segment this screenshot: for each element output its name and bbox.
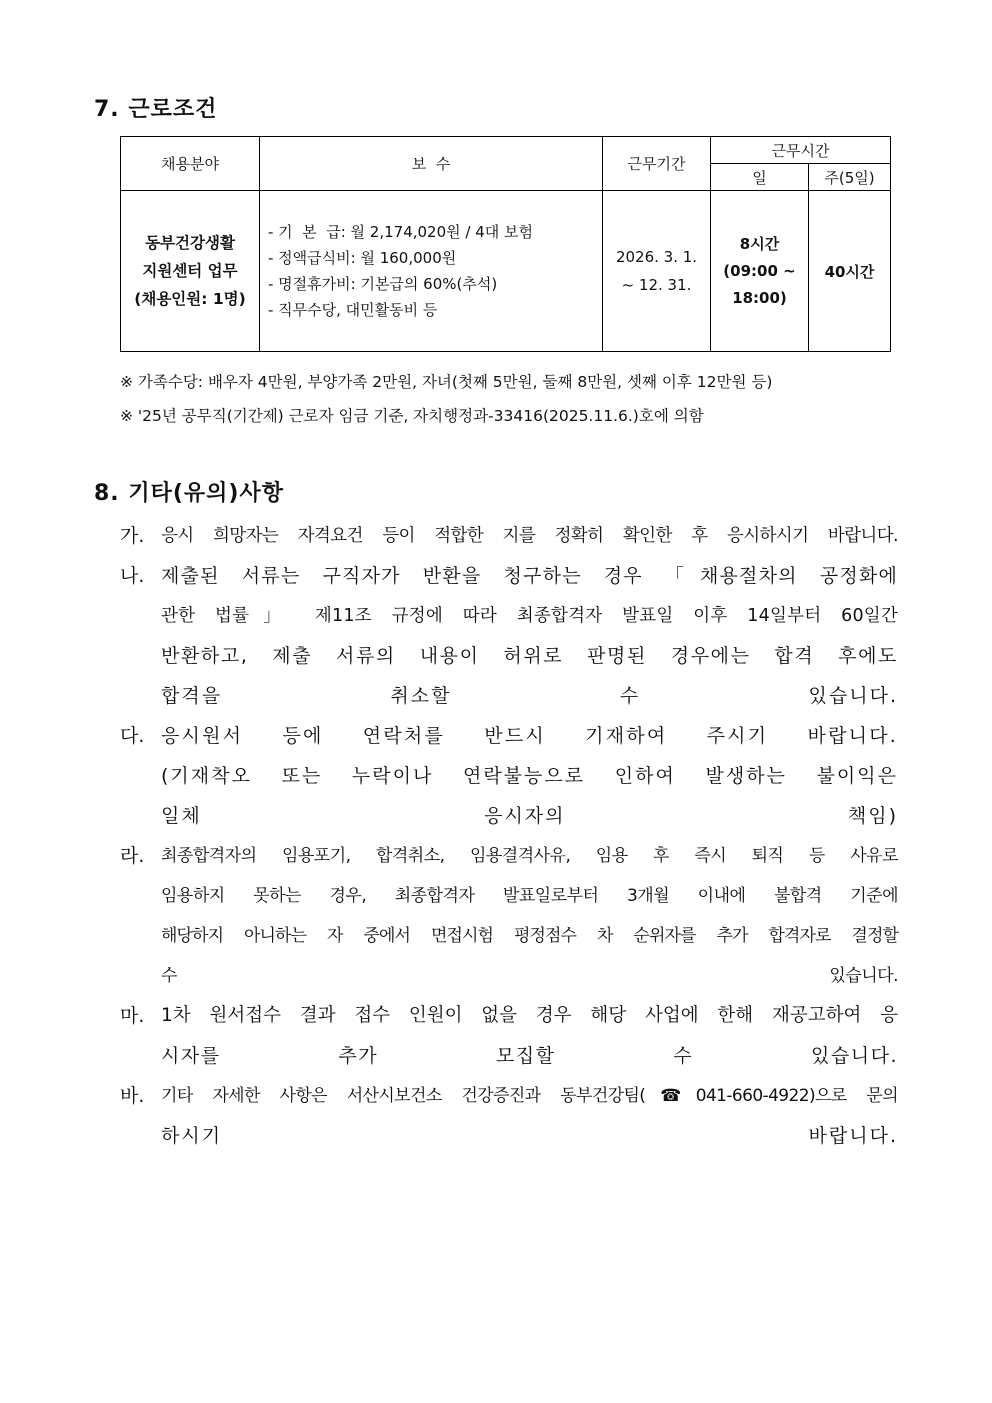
field-line: (채용인원: 1명) bbox=[134, 290, 246, 308]
item-line: 최종합격자의 임용포기, 합격취소, 임용결격사유, 임용 후 즉시 퇴직 등 사유로 bbox=[161, 846, 898, 866]
item-mark: 다. bbox=[120, 725, 145, 747]
item-mark: 가. bbox=[120, 525, 145, 547]
note-family-allowance: ※ 가족수당: 배우자 4만원, 부양가족 2만원, 자녀(첫째 5만원, 둘째 8만원, 셋째 이후 12만원 등) bbox=[120, 373, 773, 391]
pay-line: - 기 본 급: 월 2,174,020원 / 4대 보험 bbox=[268, 223, 534, 241]
item-mark: 마. bbox=[120, 1005, 145, 1027]
working-conditions-table bbox=[120, 136, 891, 352]
notice-item bbox=[120, 516, 898, 556]
header-day: 일 bbox=[711, 164, 809, 191]
item-line: (기재착오 또는 누락이나 연락불능으로 인하여 발생하는 불이익은 bbox=[161, 765, 898, 787]
item-line: 1차 원서접수 결과 접수 인원이 없을 경우 해당 사업에 한해 재공고하여 응 bbox=[161, 1005, 898, 1026]
period-line: 2026. 3. 1. bbox=[615, 248, 698, 266]
notice-item bbox=[120, 716, 898, 836]
section-7-title: 7. 근로조건 bbox=[94, 97, 218, 122]
item-mark: 나. bbox=[120, 565, 145, 587]
pay-line: - 명절휴가비: 기본급의 60%(추석) bbox=[268, 275, 498, 293]
item-line: 응시원서 등에 연락처를 반드시 기재하여 주시기 바랍니다. bbox=[161, 725, 898, 747]
header-pay: 보 수 bbox=[260, 137, 603, 191]
item-line: 해당하지 아니하는 자 중에서 면접시험 평정점수 차 순위자를 추가 합격자로 결정할 bbox=[161, 926, 898, 946]
item-line: 반환하고, 제출 서류의 내용이 허위로 판명된 경우에는 합격 후에도 bbox=[161, 645, 898, 667]
header-hours: 근무시간 bbox=[711, 137, 891, 164]
item-mark: 라. bbox=[120, 845, 145, 867]
cell-field bbox=[121, 191, 260, 352]
item-line: 시자를 추가 모집할 수 있습니다. bbox=[161, 1045, 898, 1067]
day-line: (09:00 ~ bbox=[723, 261, 796, 280]
field-line: 지원센터 업무 bbox=[142, 262, 238, 280]
header-period: 근무기간 bbox=[603, 137, 711, 191]
notice-item bbox=[120, 556, 898, 716]
day-line: 18:00) bbox=[732, 288, 787, 307]
notice-item bbox=[120, 1076, 898, 1156]
notice-item bbox=[120, 996, 898, 1076]
item-line: 임용하지 못하는 경우, 최종합격자 발표일로부터 3개월 이내에 불합격 기준에 bbox=[161, 886, 898, 906]
item-line: 제출된 서류는 구직자가 반환을 청구하는 경우 「채용절차의 공정화에 bbox=[161, 565, 898, 587]
item-line: 하시기 바랍니다. bbox=[161, 1125, 898, 1147]
cell-pay bbox=[260, 191, 603, 352]
pay-line: - 직무수당, 대민활동비 등 bbox=[268, 301, 438, 319]
period-line: ~ 12. 31. bbox=[621, 276, 692, 294]
item-mark: 바. bbox=[120, 1085, 145, 1107]
item-line: 일체 응시자의 책임) bbox=[161, 805, 898, 827]
notice-item bbox=[120, 836, 898, 996]
cell-week-hours: 40시간 bbox=[809, 191, 891, 352]
note-wage-basis: ※ '25년 공무직(기간제) 근로자 임금 기준, 자치행정과-33416(2025.11.6.)호에 의함 bbox=[120, 407, 704, 425]
item-line: 관한 법률」 제11조 규정에 따라 최종합격자 발표일 이후 14일부터 60일간 bbox=[161, 606, 898, 626]
item-line: 응시 희망자는 자격요건 등이 적합한 지를 정확히 확인한 후 응시하시기 바랍니다. bbox=[161, 526, 898, 546]
item-line: 수 있습니다. bbox=[161, 966, 898, 986]
day-line: 8시간 bbox=[739, 234, 780, 253]
item-line: 기타 자세한 사항은 서산시보건소 건강증진과 동부건강팀(☎041-660-4922)으로 문의 bbox=[161, 1086, 898, 1106]
section-8-title: 8. 기타(유의)사항 bbox=[94, 481, 284, 506]
field-line: 동부건강생활 bbox=[145, 234, 235, 252]
header-field: 채용분야 bbox=[121, 137, 260, 191]
item-line: 합격을 취소할 수 있습니다. bbox=[161, 685, 898, 707]
cell-period bbox=[603, 191, 711, 352]
pay-line: - 정액급식비: 월 160,000원 bbox=[268, 249, 457, 267]
cell-day-hours bbox=[711, 191, 809, 352]
header-week: 주(5일) bbox=[809, 164, 891, 191]
